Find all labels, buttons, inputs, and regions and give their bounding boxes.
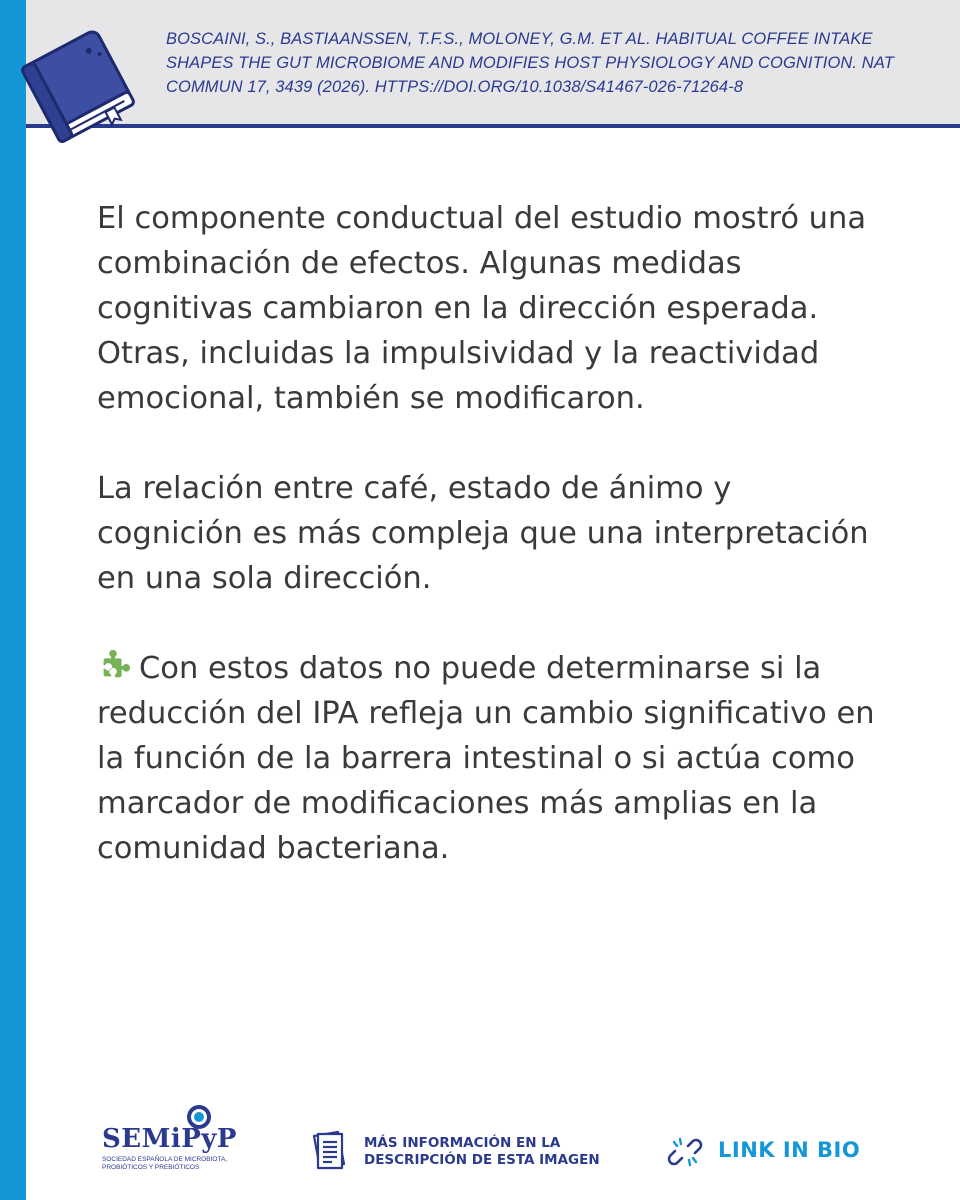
main-content xyxy=(97,196,877,916)
left-accent-bar xyxy=(0,0,26,1200)
paragraph-ipa-conclusion xyxy=(97,646,877,871)
logo-name: SEMiPyP xyxy=(102,1124,237,1154)
puzzle-icon xyxy=(97,648,131,682)
citation-text: BOSCAINI, S., BASTIAANSSEN, T.F.S., MOLONEY, G.M. ET AL. HABITUAL COFFEE INTAKE SHAPES THE GUT MICROBIOME AND MODIFIES HOST PHYSIOLOGY AND COGNITION. NAT COMMUN 17, 3439 (2026). HTTPS://DOI.ORG/10.1038/S41467-026-71264-8 xyxy=(166,30,894,96)
link-in-bio-text: LINK IN BIO xyxy=(718,1138,861,1162)
semipyp-logo xyxy=(100,1104,240,1174)
link-icon xyxy=(666,1134,704,1170)
paragraph-behavioral-effects: El componente conductual del estudio mostró una combinación de efectos. Algunas medidas cognitivas cambiaron en la dirección esperada. Otras, incluidas la impulsividad y la reactividad emocional, también se modificaron. xyxy=(97,201,867,416)
document-icon xyxy=(308,1128,354,1174)
paragraph-coffee-mood-cognition: La relación entre café, estado de ánimo y cognición es más compleja que una interpretación en una sola dirección. xyxy=(97,471,869,596)
header-divider xyxy=(26,124,960,128)
paragraph-ipa-text: Con estos datos no puede determinarse si la reducción del IPA refleja un cambio significativo en la función de la barrera intestinal o si actúa como marcador de modificaciones más amplias en la comunidad bacteriana. xyxy=(97,651,875,866)
logo-tagline: SOCIEDAD ESPAÑOLA DE MICROBIOTA, PROBIÓTICOS Y PREBIÓTICOS xyxy=(102,1156,228,1171)
more-info-text: MÁS INFORMACIÓN EN LA DESCRIPCIÓN DE ESTA IMAGEN xyxy=(364,1135,600,1168)
book-icon xyxy=(14,22,142,150)
